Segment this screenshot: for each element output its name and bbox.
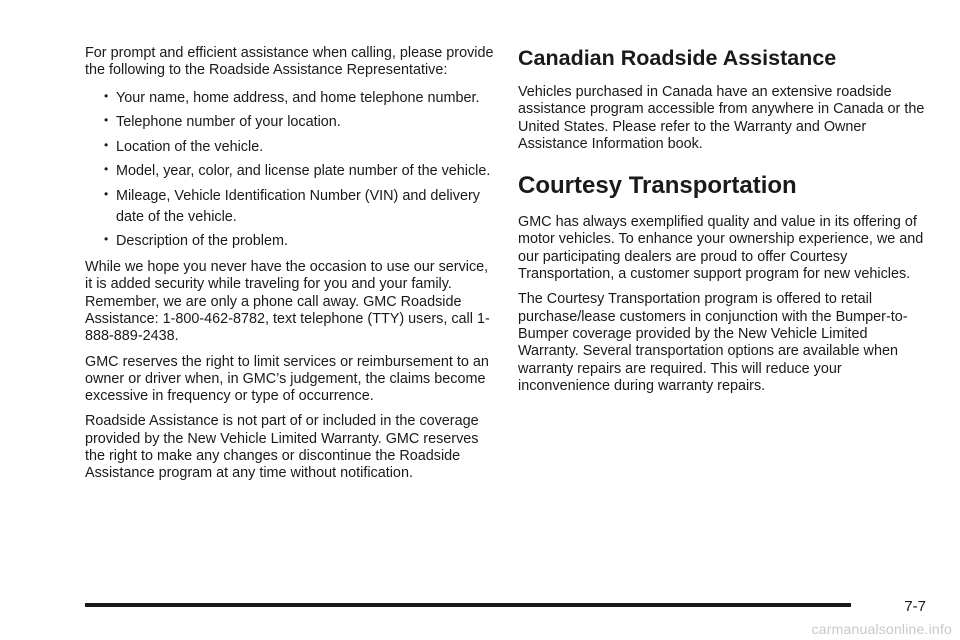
canadian-roadside-heading: Canadian Roadside Assistance (518, 46, 837, 70)
footer-rule (85, 603, 851, 607)
page-number: 7-7 (904, 598, 926, 615)
coverage-paragraph: Roadside Assistance is not part of or included in the coverage provided by the New Vehicle Limited Warranty. GMC reserves the right to make any changes or discontinue the Roadside Assistance program at any time without notification. (85, 413, 479, 482)
courtesy-paragraph-1: GMC has always exemplified quality and value in its offering of motor vehicles. To enhance your ownership experience, we and our participating dealers are proud to offer Courtesy Transportation, a customer support program for new vehicles. (518, 214, 924, 283)
intro-paragraph: For prompt and efficient assistance when calling, please provide the following to the Roadside Assistance Representative: (85, 45, 494, 79)
bullet-icon: • (104, 186, 109, 201)
list-item (85, 137, 495, 158)
left-column (85, 45, 495, 491)
list-item (85, 161, 495, 182)
list-item-text: Model, year, color, and license plate number of the vehicle. (116, 163, 491, 180)
list-item-text: Mileage, Vehicle Identification Number (VIN) and delivery date of the vehicle. (116, 187, 480, 225)
list-item-text: Your name, home address, and home telephone number. (116, 89, 480, 106)
bullet-icon: • (104, 88, 109, 103)
bullet-icon: • (104, 232, 109, 247)
canadian-roadside-paragraph: Vehicles purchased in Canada have an extensive roadside assistance program accessible from anywhere in Canada or the United States. Please refer to the Warranty and Owner Assistance Information book. (518, 84, 925, 152)
list-item (85, 88, 495, 109)
service-paragraph: While we hope you never have the occasion to use our service, it is added security while traveling for you and your family. Remember, we are only a phone call away. GMC Roadside Assistance: 1-800-462-8782, text telephone (TTY) users, call 1-888-889-2438. (85, 259, 490, 345)
right-column (518, 45, 930, 403)
bullet-icon: • (104, 137, 109, 152)
watermark: carmanualsonline.info (811, 621, 952, 637)
list-item-text: Telephone number of your location. (116, 114, 341, 131)
list-item-text: Description of the problem. (116, 233, 288, 250)
list-item (85, 231, 495, 252)
info-list (85, 88, 495, 253)
bullet-icon: • (104, 162, 109, 177)
list-item-text: Location of the vehicle. (116, 138, 264, 155)
courtesy-transportation-heading: Courtesy Transportation (518, 172, 797, 200)
limits-paragraph: GMC reserves the right to limit services or reimbursement to an owner or driver when, in GMC’s judgement, the claims become excessive in frequency or type of occurrence. (85, 353, 489, 405)
list-item (85, 186, 495, 228)
bullet-icon: • (104, 113, 109, 128)
list-item (85, 112, 495, 133)
courtesy-paragraph-2: The Courtesy Transportation program is offered to retail purchase/lease customers in conjunction with the Bumper-to-Bumper coverage provided by the New Vehicle Limited Warranty. Several transportation options are available when warranty repairs are required. This will reduce your inconvenience during warranty repairs. (518, 291, 908, 394)
